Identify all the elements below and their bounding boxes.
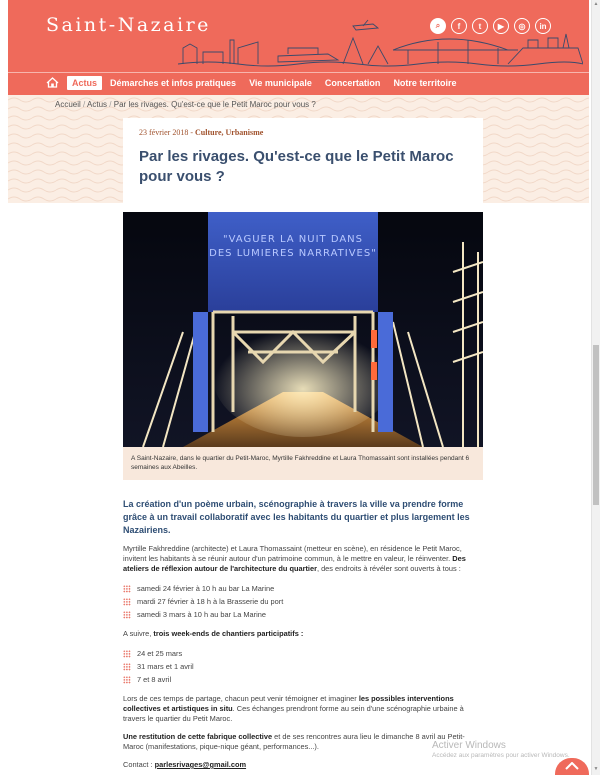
paragraph-weekends	[123, 629, 483, 639]
breadcrumb-home[interactable]: Accueil	[55, 100, 81, 109]
list-item-text: samedi 24 février à 10 h au bar La Marine	[137, 583, 275, 593]
scroll-down-arrow-icon[interactable]: ▼	[593, 766, 599, 772]
bullet-icon	[123, 650, 131, 658]
paragraph-bold: Une restitution de cette fabrique collective	[123, 732, 273, 741]
list-item	[123, 660, 483, 673]
bullet-icon	[123, 663, 131, 671]
social-links	[430, 18, 551, 34]
photo-inscription-2: DES LUMIERES NARRATIVES"	[209, 248, 377, 259]
nav-item-territoire[interactable]: Notre territoire	[393, 77, 457, 88]
paragraph-text: , des endroits à révéler sont ouverts à tous :	[316, 564, 461, 573]
twitter-icon[interactable]: t	[472, 18, 488, 34]
weekends-list	[123, 647, 483, 686]
nav-item-concertation[interactable]: Concertation	[324, 77, 381, 88]
youtube-icon[interactable]: ▶	[493, 18, 509, 34]
breadcrumb-section[interactable]: Actus	[87, 100, 108, 109]
breadcrumb	[55, 100, 316, 109]
paragraph-bold: les possibles interventions collectives et artistiques in situ	[123, 694, 454, 713]
article-categories[interactable]: Culture, Urbanisme	[195, 128, 264, 137]
list-item-text: 7 et 8 avril	[137, 674, 172, 684]
home-icon[interactable]	[46, 77, 59, 88]
nav-item-vie-municipale[interactable]: Vie municipale	[249, 77, 312, 88]
paragraph-text: . Ces échanges prendront forme au sein d'une scénographie urbaine à travers le quartier du Petit Maroc.	[123, 704, 464, 723]
article-meta: 23 février 2018 - Culture, Urbanisme	[139, 128, 264, 137]
list-item-text: samedi 3 mars à 10 h au bar La Marine	[137, 609, 266, 619]
article-body	[123, 498, 483, 775]
chevron-up-icon	[565, 762, 579, 770]
list-item	[123, 608, 483, 621]
bullet-icon	[123, 611, 131, 619]
contact-line	[123, 760, 483, 770]
article-lead: La création d'un poème urbain, scénographie à travers la ville va prendre forme grâce à un travail collaboratif avec les habitants du quartier et plus largement les Nazairiens.	[123, 499, 470, 535]
search-icon[interactable]: ⌕	[430, 18, 446, 34]
photo-caption: A Saint-Nazaire, dans le quartier du Petit-Maroc, Myrtille Fakhreddine et Laura Thomassaint sont installées pendant 6 semaines aux Abeilles.	[123, 447, 483, 480]
paragraph-text: Lors de ces temps de partage, chacun peut venir témoigner et imaginer	[123, 694, 359, 703]
facebook-icon[interactable]: f	[451, 18, 467, 34]
paragraph-bold: trois week-ends de chantiers participatifs :	[153, 629, 304, 638]
linkedin-icon[interactable]: in	[535, 18, 551, 34]
list-item	[123, 595, 483, 608]
site-logo[interactable]: Saint-Nazaire	[46, 14, 211, 36]
page-scrollbar[interactable]	[591, 0, 600, 775]
ateliers-list	[123, 582, 483, 621]
bullet-icon	[123, 676, 131, 684]
list-item-text: mardi 27 février à 18 h à la Brasserie du port	[137, 596, 284, 606]
bullet-icon	[123, 598, 131, 606]
contact-label: Contact :	[123, 760, 155, 769]
main-nav	[8, 72, 589, 92]
nav-item-actus[interactable]: Actus	[67, 76, 102, 90]
scroll-up-arrow-icon[interactable]: ▲	[593, 1, 599, 7]
paragraph-text: et de ses rencontres aura lieu le dimanche 8 avril au Petit-Maroc (manifestations, pique-nique géant, performances...).	[123, 732, 465, 751]
paragraph-restitution	[123, 732, 483, 752]
back-to-top-button[interactable]	[555, 758, 589, 775]
nav-item-demarches[interactable]: Démarches et infos pratiques	[110, 77, 237, 88]
list-item-text: 24 et 25 mars	[137, 648, 183, 658]
photo-inscription-1: "VAGUER LA NUIT DANS	[222, 234, 364, 245]
bullet-icon	[123, 585, 131, 593]
article-date: 23 février 2018	[139, 128, 189, 137]
paragraph-bold: Des ateliers de réflexion autour de l'architecture du quartier	[123, 554, 466, 573]
windows-activation-watermark	[432, 740, 570, 759]
page-title: Par les rivages. Qu'est-ce que le Petit Maroc pour vous ?	[139, 148, 454, 185]
list-item	[123, 647, 483, 660]
breadcrumb-current: Par les rivages. Qu'est-ce que le Petit Maroc pour vous ?	[113, 100, 316, 109]
article-header-card	[123, 118, 483, 204]
contact-email-link[interactable]: parlesrivages@gmail.com	[154, 760, 247, 769]
paragraph-text: Myrtille Fakhreddine (architecte) et Laura Thomassaint (metteur en scène), en résidence le Petit Maroc, invitent les habitants à se réunir autour d'un patrimoine commun, à le mettre en valeur, le réinventer.	[123, 544, 462, 563]
breadcrumb-separator: /	[83, 100, 86, 109]
list-item	[123, 673, 483, 686]
scrollbar-thumb[interactable]	[593, 345, 599, 505]
watermark-title: Activer Windows	[432, 740, 506, 751]
list-item	[123, 582, 483, 595]
breadcrumb-separator: /	[109, 100, 112, 109]
watermark-subtitle: Accédez aux paramètres pour activer Windows.	[432, 752, 570, 759]
article-photo	[123, 212, 483, 447]
paragraph-ateliers	[123, 544, 483, 574]
paragraph-partage	[123, 694, 483, 724]
list-item-text: 31 mars et 1 avril	[137, 661, 194, 671]
site-header	[8, 0, 589, 95]
paragraph-text: A suivre,	[123, 629, 154, 638]
instagram-icon[interactable]: ◎	[514, 18, 530, 34]
